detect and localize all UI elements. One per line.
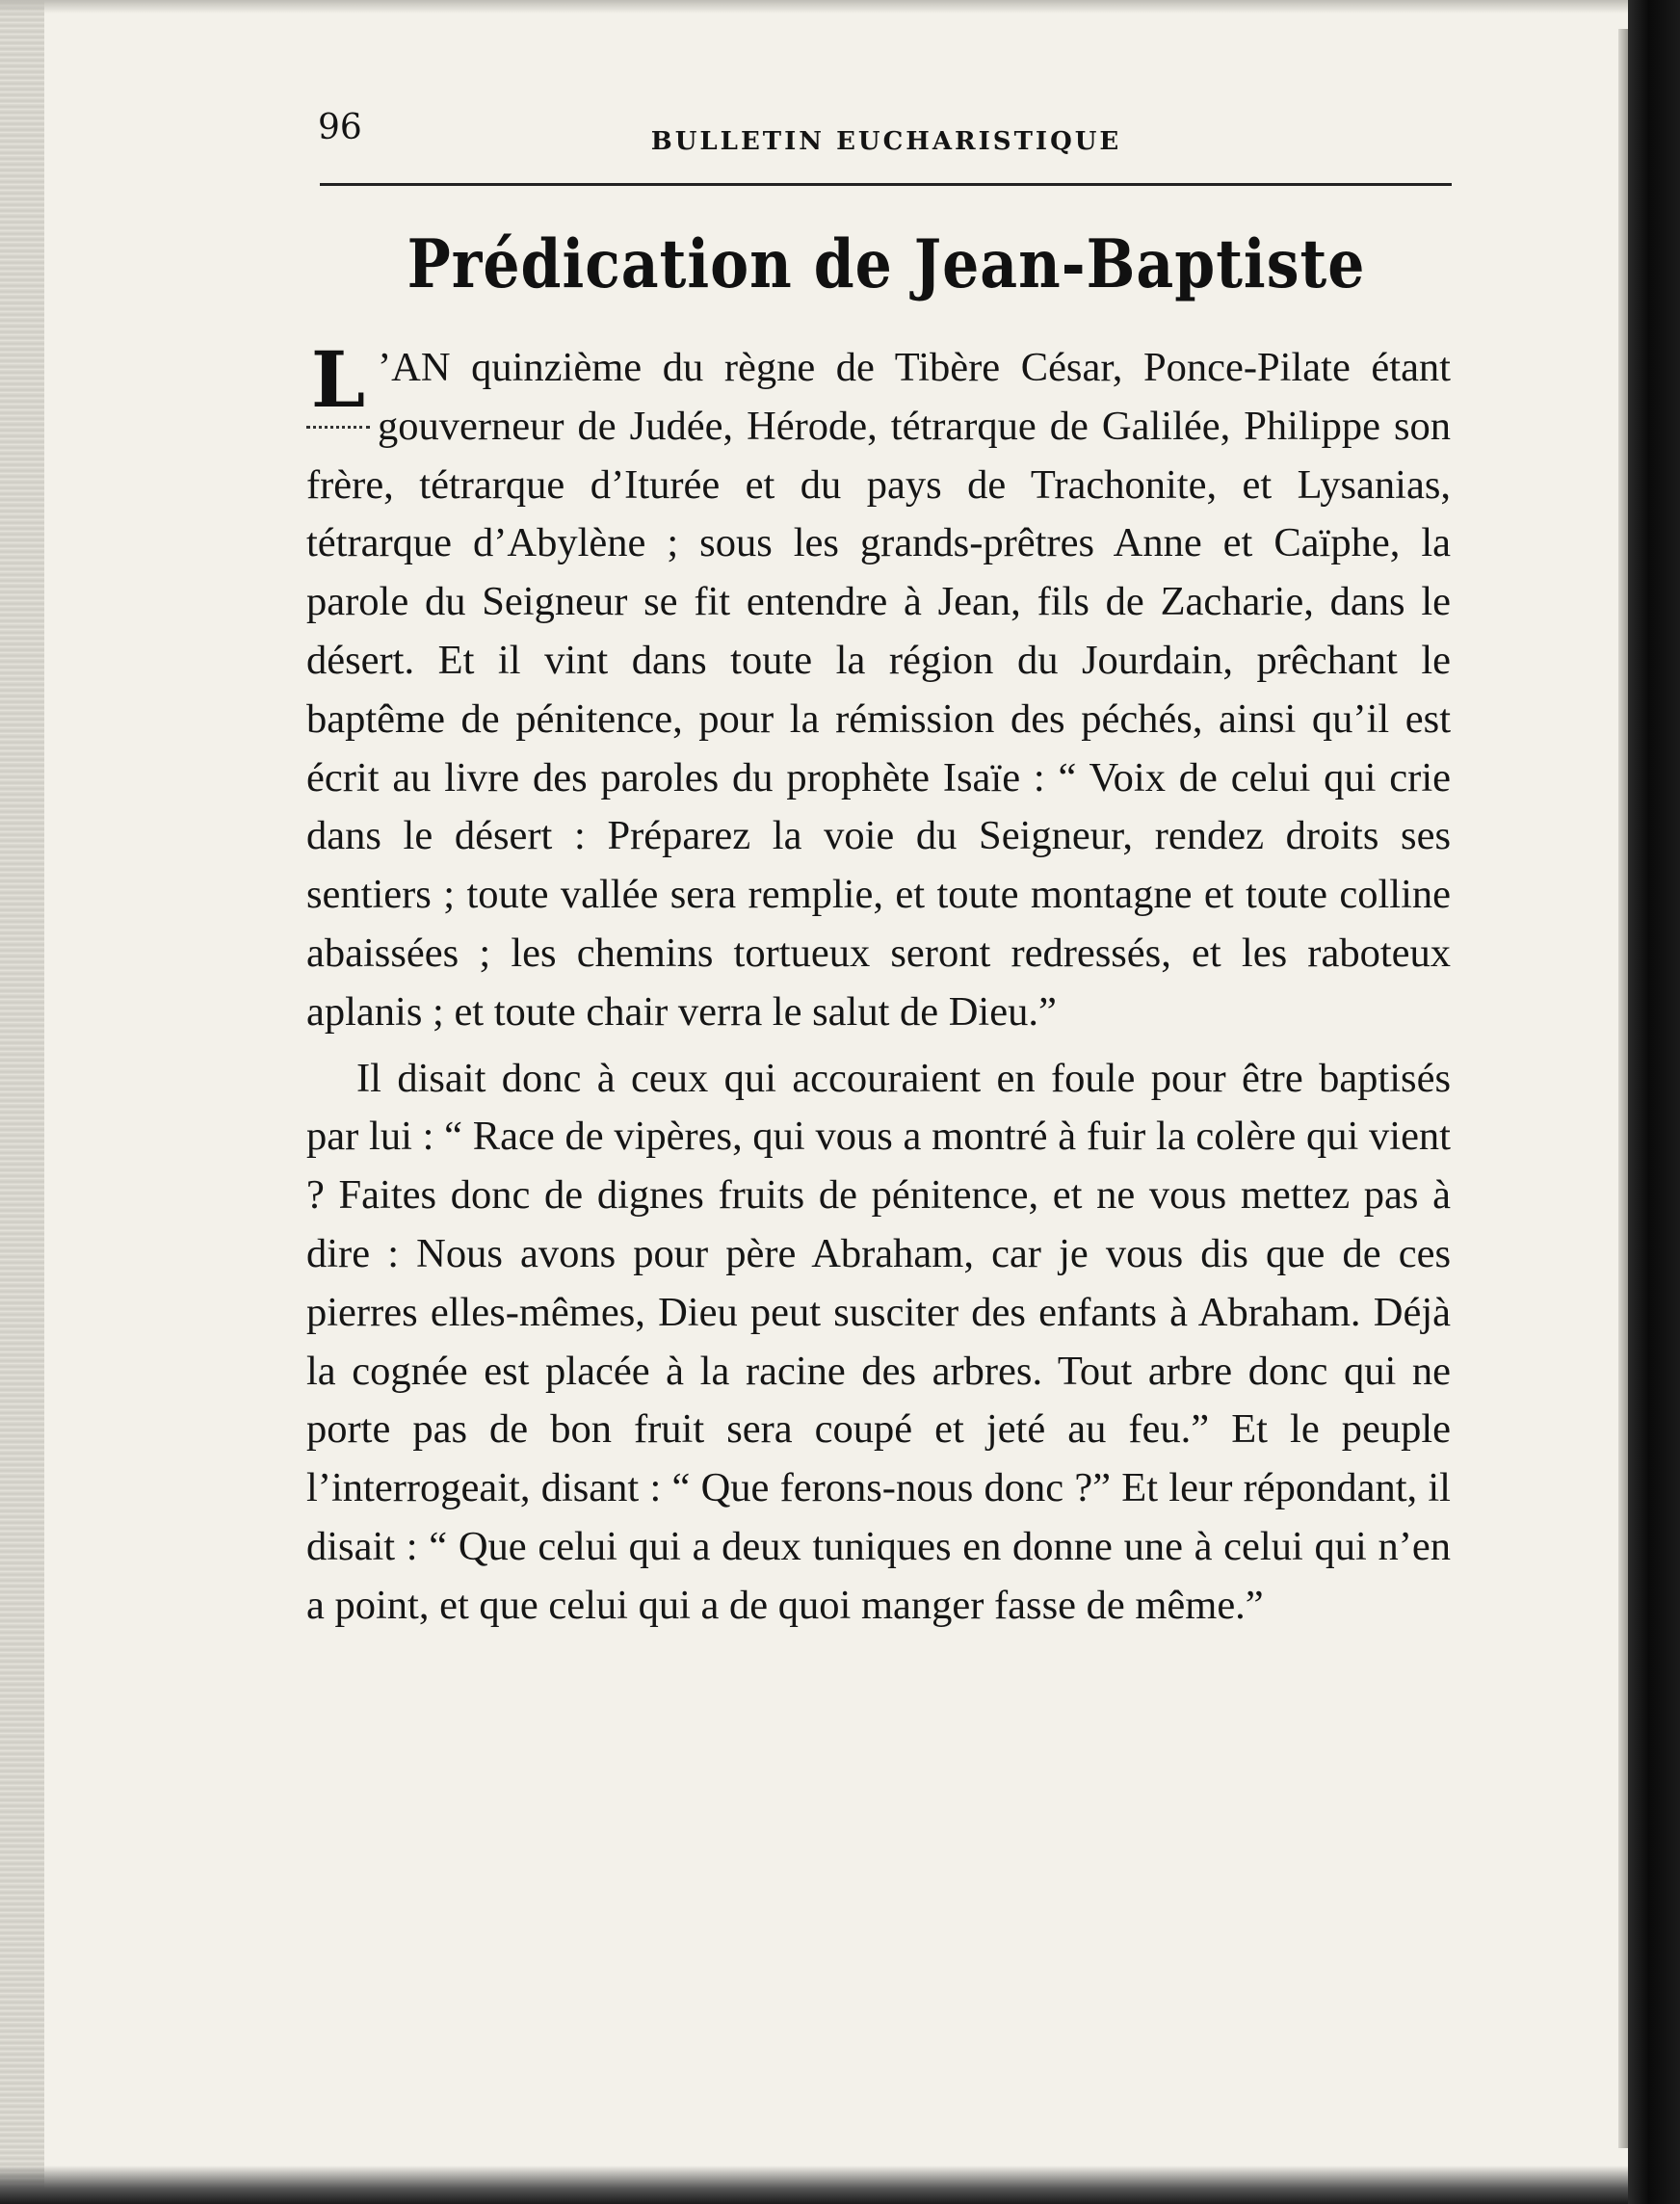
paragraph-2: Il disait donc à ceux qui accouraient en foule pour être baptisés par lui : “ Race de vipères, qui vous a montré à fuir la colère qui vient ? Faites donc de dignes fruits de pénitence, et ne vous mettez pas à dire : Nous avons pour père Abraham, car je vous dis que de ces pierres elles-mêmes, Dieu peut susciter des enfants à Abraham. Déjà la cognée est placée à la racine des arbres. Tout arbre donc qui ne porte pas de bon fruit sera coupé et jeté au feu.” Et le peuple l’interrogeait, disant : “ Que ferons-nous donc ?” Et leur répondant, il disait : “ Que celui qui a deux tuniques en donne une à celui qui n’en a point, et que celui qui a de quoi manger fasse de même.” (306, 1055, 1451, 1628)
article-body (306, 334, 1451, 1636)
paragraph-1 (306, 334, 1451, 1042)
page-edge-left (0, 0, 44, 2204)
bottom-shadow (0, 2165, 1628, 2204)
running-head: BULLETIN EUCHARISTIQUE (650, 127, 1122, 156)
book-spine (1628, 0, 1680, 2204)
drop-cap: L (306, 345, 370, 429)
paragraph-1-text: ’AN quinzième du règne de Tibère César, Ponce-Pilate étant gouverneur de Judée, Hérode, tétrarque de Galilée, Philippe son frère, tétrarque d’Iturée et du pays de Trachonite, et Lysanias, tétrarque d’Abylène ; sous les grands-prêtres Anne et Caïphe, la parole du Seigneur se fit entendre à Jean, fils de Zacharie, dans le désert. Et il vint dans toute la région du Jourdain, prêchant le baptême de pénitence, pour la rémission des péchés, ainsi qu’il est écrit au livre des paroles du prophète Isaïe : “ Voix de celui qui crie dans le désert : Préparez la voie du Seigneur, rendez droits ses sentiers ; toute vallée sera remplie, et toute montagne et toute colline abaissées ; les chemins tortueux seront redressés, et les raboteux aplanis ; et toute chair verra le salut de Dieu.” (306, 345, 1451, 1035)
header-rule (320, 183, 1452, 186)
page-header (318, 108, 1455, 166)
page-stack-edge (1618, 29, 1628, 2148)
article-title: Prédication de Jean-Baptiste (407, 225, 1366, 304)
page-number: 96 (318, 108, 362, 147)
top-shadow (0, 0, 1628, 13)
